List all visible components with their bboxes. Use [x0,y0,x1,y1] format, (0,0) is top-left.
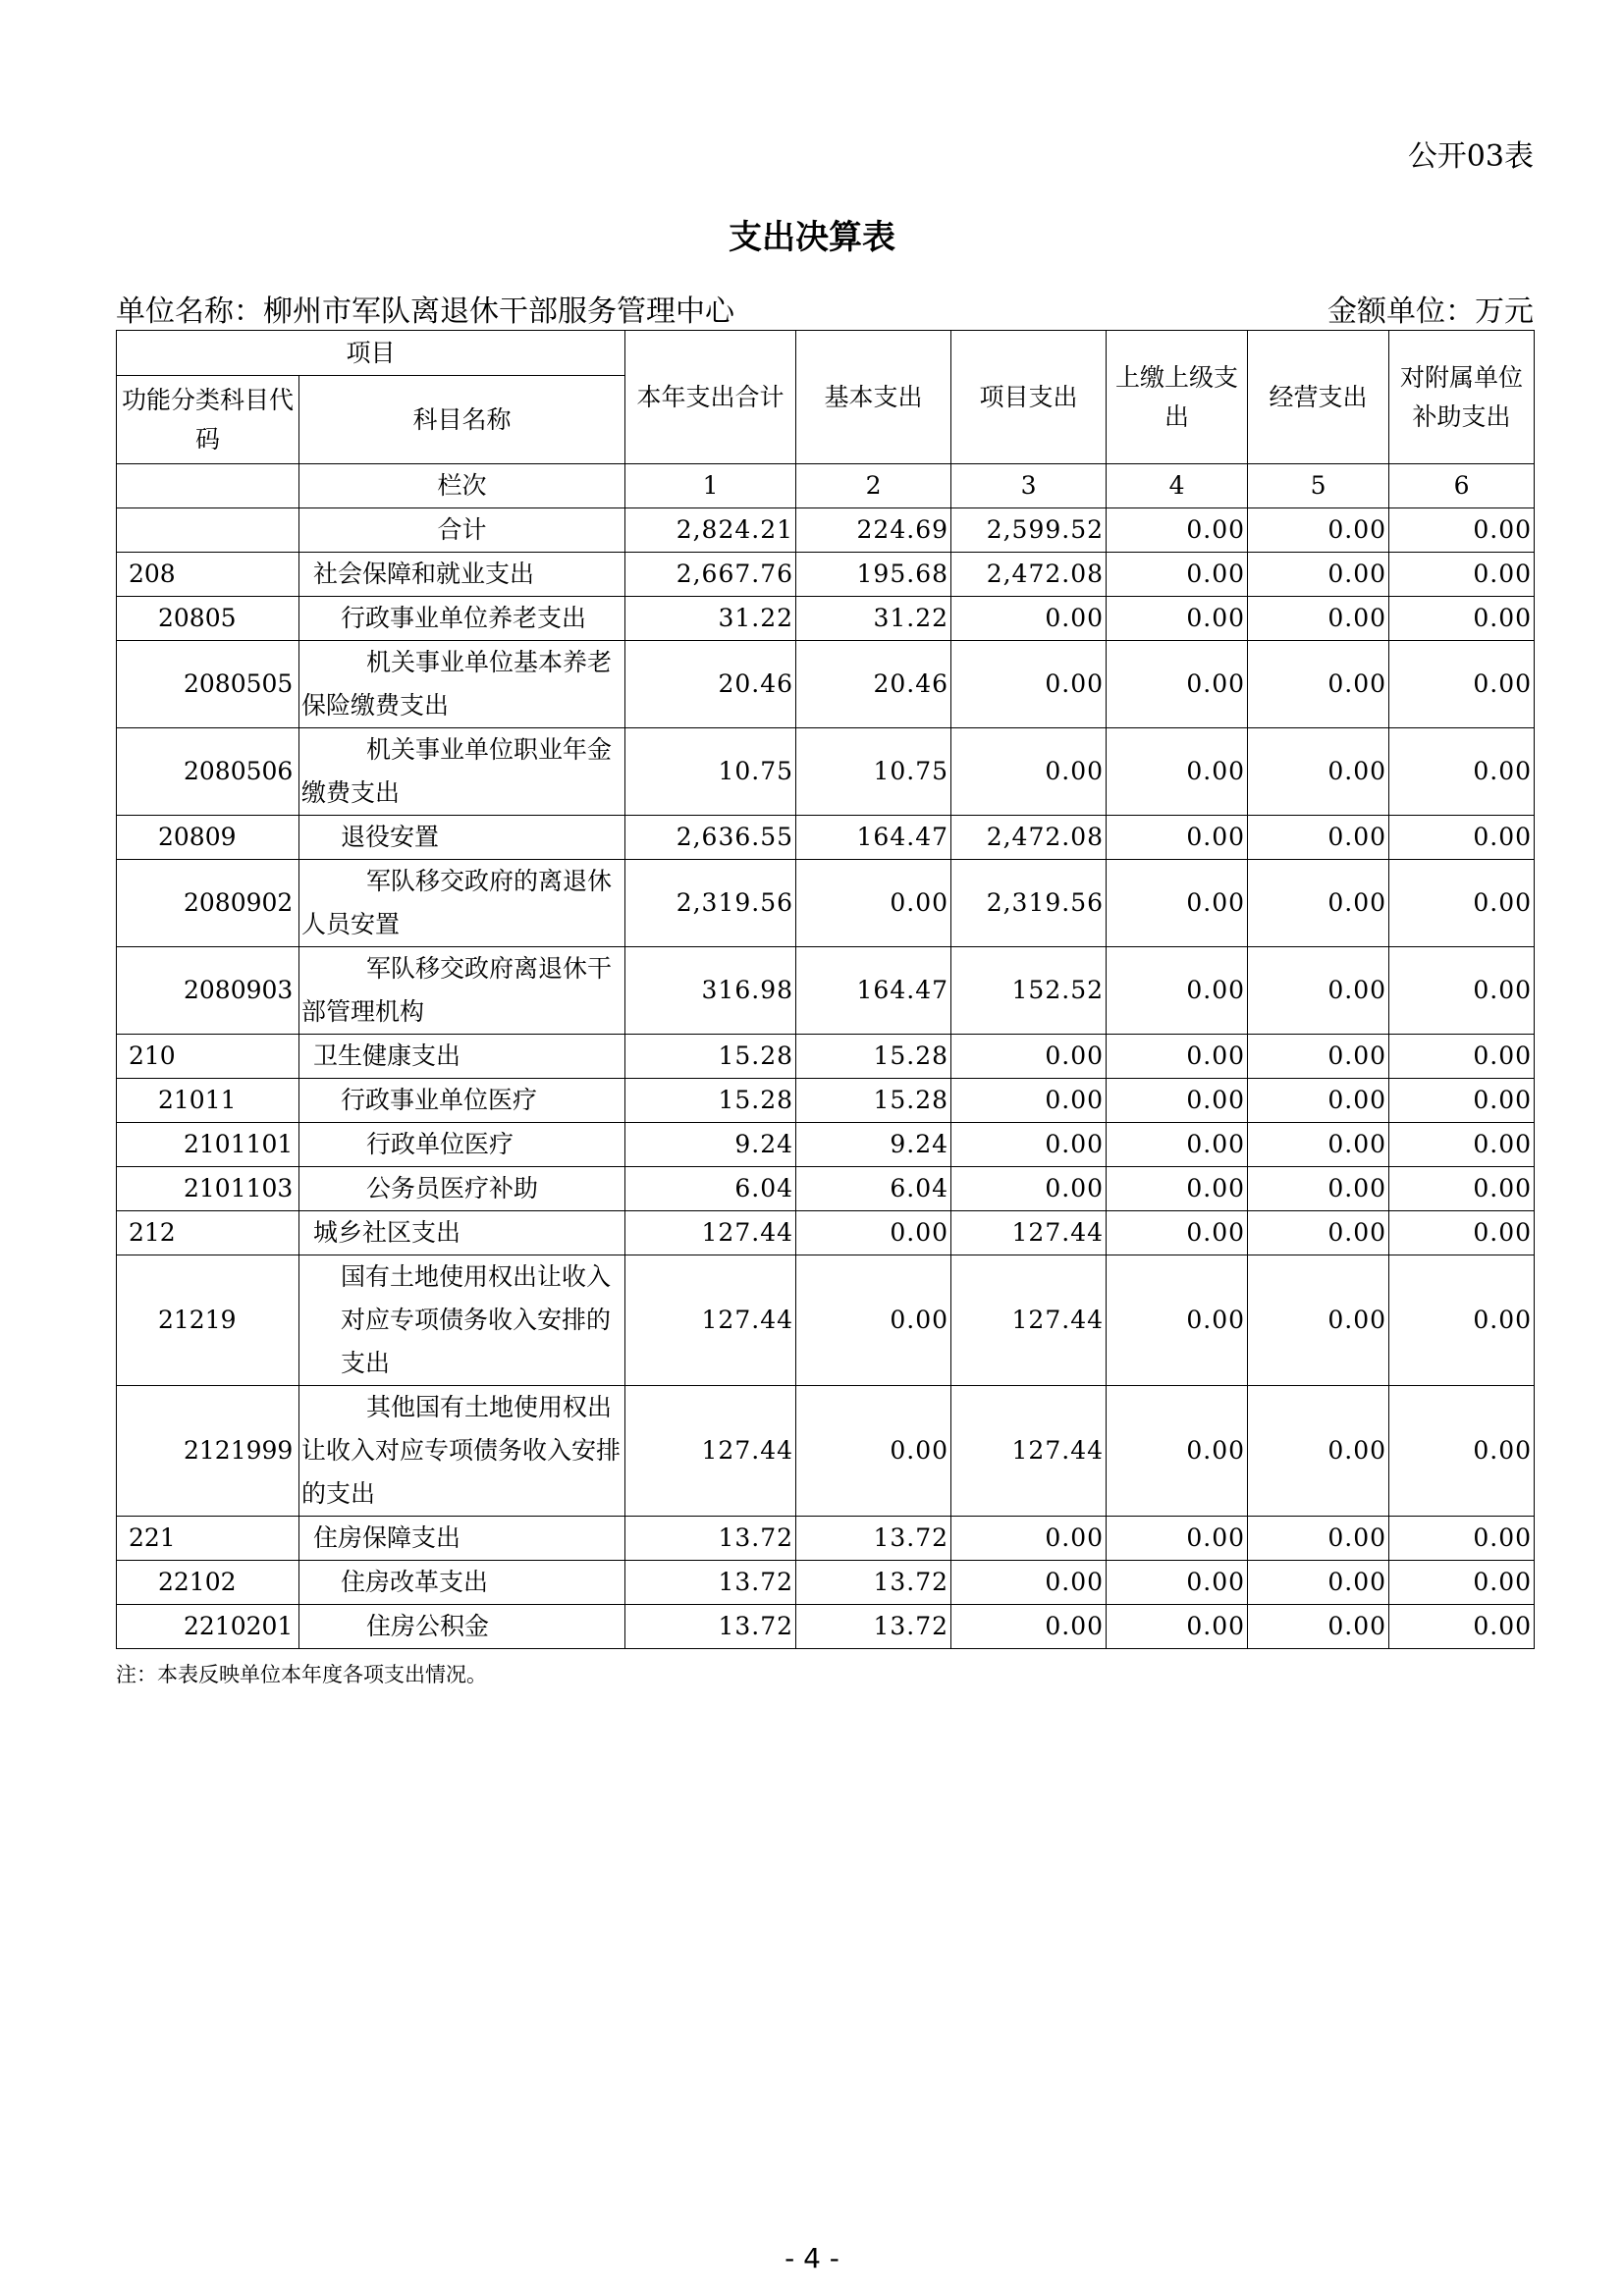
row-value-col-5: 0.00 [1248,1386,1389,1517]
seq-empty [117,464,299,508]
row-value-col-2: 20.46 [796,641,951,728]
table-row [117,947,1535,1035]
row-value-col-5: 0.00 [1248,1167,1389,1211]
row-value-col-6: 0.00 [1389,1035,1535,1079]
seq-6: 6 [1389,464,1535,508]
row-value-col-4: 0.00 [1107,1605,1248,1649]
expenditure-table [116,330,1535,1649]
header-col-upper: 上缴上级支出 [1107,331,1248,464]
row-value-col-6: 0.00 [1389,1079,1535,1123]
row-name: 国有土地使用权出让收入对应专项债务收入安排的支出 [299,1255,625,1386]
row-value-col-3: 2,319.56 [951,860,1107,947]
form-code: 公开03表 [1407,139,1534,174]
header-item: 项目 [117,331,625,376]
row-value-col-6: 0.00 [1389,1517,1535,1561]
row-value-col-5: 0.00 [1248,597,1389,641]
row-value-col-1: 316.98 [625,947,796,1035]
row-value-col-4: 0.00 [1107,1386,1248,1517]
row-name: 公务员医疗补助 [299,1167,625,1211]
row-value-col-6: 0.00 [1389,641,1535,728]
row-value-col-1: 2,319.56 [625,860,796,947]
row-value-col-6: 0.00 [1389,597,1535,641]
row-value-col-2: 224.69 [796,508,951,553]
row-value-col-3: 0.00 [951,1079,1107,1123]
row-value-col-4: 0.00 [1107,816,1248,860]
table-row [117,1517,1535,1561]
row-name: 其他国有土地使用权出让收入对应专项债务收入安排的支出 [299,1386,625,1517]
header-col-total: 本年支出合计 [625,331,796,464]
row-name: 行政事业单位养老支出 [299,597,625,641]
row-name: 机关事业单位职业年金缴费支出 [299,728,625,816]
table-row [117,1561,1535,1605]
row-value-col-5: 0.00 [1248,1255,1389,1386]
row-value-col-4: 0.00 [1107,860,1248,947]
row-value-col-2: 31.22 [796,597,951,641]
row-value-col-2: 13.72 [796,1561,951,1605]
row-value-col-5: 0.00 [1248,553,1389,597]
seq-5: 5 [1248,464,1389,508]
row-value-col-5: 0.00 [1248,860,1389,947]
row-value-col-1: 2,667.76 [625,553,796,597]
row-value-col-4: 0.00 [1107,553,1248,597]
row-value-col-1: 31.22 [625,597,796,641]
row-value-col-3: 0.00 [951,728,1107,816]
row-value-col-6: 0.00 [1389,508,1535,553]
row-value-col-1: 15.28 [625,1035,796,1079]
row-value-col-6: 0.00 [1389,728,1535,816]
row-value-col-2: 6.04 [796,1167,951,1211]
header-col-project: 项目支出 [951,331,1107,464]
header-col-business: 经营支出 [1248,331,1389,464]
row-value-col-1: 20.46 [625,641,796,728]
row-value-col-6: 0.00 [1389,1605,1535,1649]
row-value-col-4: 0.00 [1107,1167,1248,1211]
row-code: 2101103 [117,1167,299,1211]
row-value-col-2: 13.72 [796,1517,951,1561]
row-name: 住房保障支出 [299,1517,625,1561]
table-row [117,641,1535,728]
row-value-col-3: 0.00 [951,1035,1107,1079]
unit-name: 单位名称：柳州市军队离退休干部服务管理中心 [116,294,734,329]
row-value-col-1: 2,824.21 [625,508,796,553]
row-value-col-3: 2,472.08 [951,816,1107,860]
row-value-col-5: 0.00 [1248,641,1389,728]
table-row [117,1211,1535,1255]
row-value-col-6: 0.00 [1389,1386,1535,1517]
row-value-col-6: 0.00 [1389,1123,1535,1167]
table-row [117,1255,1535,1386]
row-value-col-1: 9.24 [625,1123,796,1167]
row-value-col-2: 195.68 [796,553,951,597]
row-value-col-3: 127.44 [951,1255,1107,1386]
header-code: 功能分类科目代码 [117,376,299,464]
table-row [117,1167,1535,1211]
row-value-col-3: 0.00 [951,1167,1107,1211]
row-value-col-6: 0.00 [1389,553,1535,597]
row-code: 2080903 [117,947,299,1035]
row-code: 21219 [117,1255,299,1386]
row-value-col-3: 0.00 [951,641,1107,728]
row-code: 2121999 [117,1386,299,1517]
row-value-col-1: 13.72 [625,1605,796,1649]
row-value-col-4: 0.00 [1107,1255,1248,1386]
row-value-col-5: 0.00 [1248,508,1389,553]
row-value-col-4: 0.00 [1107,947,1248,1035]
seq-label: 栏次 [299,464,625,508]
row-value-col-5: 0.00 [1248,947,1389,1035]
table-row [117,1386,1535,1517]
row-name: 卫生健康支出 [299,1035,625,1079]
row-value-col-1: 15.28 [625,1079,796,1123]
table-row [117,1605,1535,1649]
row-name: 军队移交政府的离退休人员安置 [299,860,625,947]
row-code: 2101101 [117,1123,299,1167]
page-number: - 4 - [785,2242,839,2274]
row-value-col-4: 0.00 [1107,597,1248,641]
row-value-col-6: 0.00 [1389,1561,1535,1605]
row-value-col-5: 0.00 [1248,1561,1389,1605]
row-value-col-2: 15.28 [796,1035,951,1079]
row-value-col-6: 0.00 [1389,1167,1535,1211]
row-value-col-4: 0.00 [1107,728,1248,816]
row-value-col-1: 127.44 [625,1211,796,1255]
table-row [117,816,1535,860]
row-code: 20809 [117,816,299,860]
row-value-col-5: 0.00 [1248,816,1389,860]
row-value-col-1: 127.44 [625,1386,796,1517]
row-value-col-6: 0.00 [1389,860,1535,947]
row-value-col-2: 0.00 [796,860,951,947]
row-name: 城乡社区支出 [299,1211,625,1255]
row-code: 2210201 [117,1605,299,1649]
header-name: 科目名称 [299,376,625,464]
row-value-col-2: 164.47 [796,816,951,860]
seq-4: 4 [1107,464,1248,508]
seq-2: 2 [796,464,951,508]
row-code [117,508,299,553]
row-value-col-5: 0.00 [1248,1123,1389,1167]
row-value-col-4: 0.00 [1107,1561,1248,1605]
row-value-col-3: 0.00 [951,1123,1107,1167]
seq-3: 3 [951,464,1107,508]
header-col-subsidy: 对附属单位补助支出 [1389,331,1535,464]
row-code: 21011 [117,1079,299,1123]
row-name: 军队移交政府离退休干部管理机构 [299,947,625,1035]
table-row [117,597,1535,641]
row-value-col-5: 0.00 [1248,1605,1389,1649]
table-row [117,1123,1535,1167]
row-value-col-6: 0.00 [1389,816,1535,860]
row-value-col-3: 0.00 [951,1561,1107,1605]
table-row [117,508,1535,553]
row-value-col-5: 0.00 [1248,1517,1389,1561]
row-value-col-2: 9.24 [796,1123,951,1167]
row-value-col-4: 0.00 [1107,1211,1248,1255]
row-value-col-3: 0.00 [951,1605,1107,1649]
row-value-col-4: 0.00 [1107,641,1248,728]
row-name: 机关事业单位基本养老保险缴费支出 [299,641,625,728]
table-note: 注：本表反映单位本年度各项支出情况。 [116,1663,487,1686]
row-value-col-2: 0.00 [796,1386,951,1517]
row-value-col-1: 6.04 [625,1167,796,1211]
row-value-col-5: 0.00 [1248,1035,1389,1079]
header-col-basic: 基本支出 [796,331,951,464]
row-value-col-4: 0.00 [1107,508,1248,553]
page-title: 支出决算表 [729,218,895,257]
row-name: 住房公积金 [299,1605,625,1649]
row-code: 212 [117,1211,299,1255]
row-value-col-6: 0.00 [1389,947,1535,1035]
row-code: 20805 [117,597,299,641]
row-value-col-3: 2,472.08 [951,553,1107,597]
row-code: 221 [117,1517,299,1561]
row-value-col-1: 2,636.55 [625,816,796,860]
row-name: 行政事业单位医疗 [299,1079,625,1123]
row-name: 住房改革支出 [299,1561,625,1605]
row-value-col-2: 13.72 [796,1605,951,1649]
row-name: 社会保障和就业支出 [299,553,625,597]
row-value-col-6: 0.00 [1389,1255,1535,1386]
row-value-col-4: 0.00 [1107,1079,1248,1123]
row-value-col-1: 13.72 [625,1561,796,1605]
row-value-col-1: 10.75 [625,728,796,816]
row-value-col-2: 0.00 [796,1211,951,1255]
row-value-col-1: 13.72 [625,1517,796,1561]
row-code: 22102 [117,1561,299,1605]
row-value-col-3: 127.44 [951,1386,1107,1517]
row-name: 退役安置 [299,816,625,860]
row-code: 210 [117,1035,299,1079]
row-value-col-5: 0.00 [1248,1211,1389,1255]
row-value-col-2: 15.28 [796,1079,951,1123]
table-row [117,728,1535,816]
row-value-col-2: 0.00 [796,1255,951,1386]
row-code: 2080505 [117,641,299,728]
row-code: 2080902 [117,860,299,947]
row-value-col-4: 0.00 [1107,1123,1248,1167]
seq-1: 1 [625,464,796,508]
row-value-col-2: 164.47 [796,947,951,1035]
row-value-col-3: 152.52 [951,947,1107,1035]
table-row [117,860,1535,947]
row-value-col-3: 0.00 [951,1517,1107,1561]
row-name: 行政单位医疗 [299,1123,625,1167]
row-value-col-4: 0.00 [1107,1517,1248,1561]
row-code: 2080506 [117,728,299,816]
row-value-col-5: 0.00 [1248,1079,1389,1123]
row-value-col-4: 0.00 [1107,1035,1248,1079]
row-name: 合计 [299,508,625,553]
row-value-col-2: 10.75 [796,728,951,816]
row-value-col-5: 0.00 [1248,728,1389,816]
table-row [117,1035,1535,1079]
row-value-col-3: 2,599.52 [951,508,1107,553]
table-row [117,1079,1535,1123]
table-row [117,553,1535,597]
row-value-col-3: 0.00 [951,597,1107,641]
amount-unit: 金额单位：万元 [1327,294,1534,329]
row-value-col-3: 127.44 [951,1211,1107,1255]
row-value-col-1: 127.44 [625,1255,796,1386]
row-code: 208 [117,553,299,597]
row-value-col-6: 0.00 [1389,1211,1535,1255]
